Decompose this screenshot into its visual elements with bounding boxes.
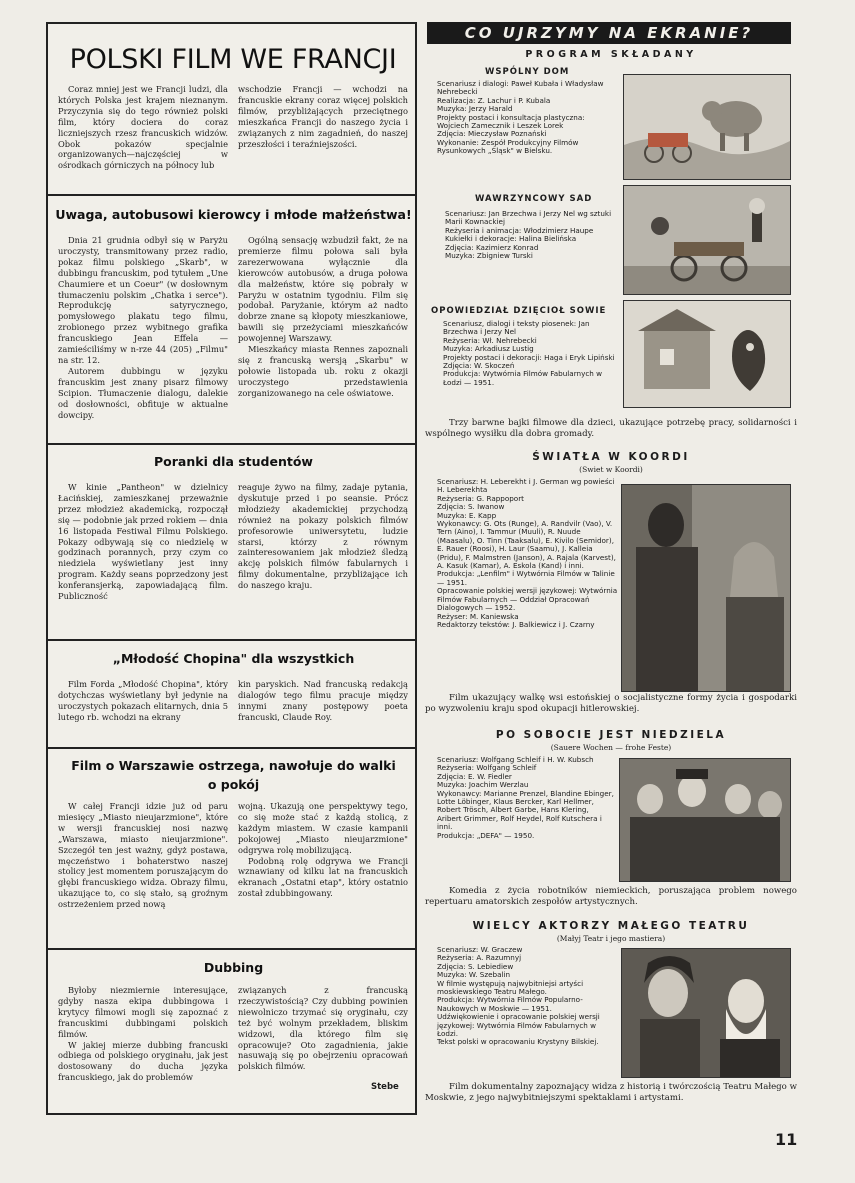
dubbing-column-2: związanych z francuską rzeczywistością? Czy dubbing powinien niewolniczo trzymać się oryginału, czy też być wolnym przekładem, bliskim widzowi, dla którego film się opracowuje? Oto zagadnienia, jakie nasuwają się po obejrzeniu opracowań polskich filmów.: [238, 985, 408, 1072]
students-column-2: reaguje żywo na filmy, zadaje pytania, dyskutuje przed i po seansie. Prócz młodzieży akademickiej przychodzą również na pokazy polskich filmów profesorowie uniwersytetu, ludzie starsi, którzy z równym zainteresowaniem jak młodzież śledzą akcję polskich filmów fabularnych i filmy dokumentalne, przybliżające ich do naszego kraju.: [238, 482, 408, 591]
students-column-1: W kinie „Pantheon" w dzielnicy Łacińskiej, zamieszkanej przeważnie przez młodzież akademicką, rozpoczął się — podobnie jak przed rokiem — dnia 16 listopada Festiwal Filmu Polskiego. Pokazy odbywają się co niedzielę w godzinach porannych, przy czym co niedziela wyświetlany jest inny program. Każdy seans poprzedzony jest konferansjerką, zapowiadającą film. Publiczność: [58, 482, 228, 602]
film-credits: Scenariusz, dialogi i teksty piosenek: Jan Brzechwa i Jerzy Nel Reżyseria: Wł. Nehrebecki Muzyka: Arkadiusz Lustig Projekty postaci i dekoracji: Haga i Eryk Lipiński Zdjęcia: W. Skoczeń Produkcja: Wytwórnia Filmów Fabularnych w Łodzi — 1951.: [443, 319, 615, 387]
chopin-column-2: kin paryskich. Nad francuską redakcją dialogów tego filmu pracuje między innymi znany postępowy poeta francuski, Claude Roy.: [238, 679, 408, 722]
section-banner: CO UJRZYMY NA EKRANIE?: [427, 22, 791, 44]
article-author: Stebe: [371, 1082, 399, 1092]
article-title: POLSKI FILM WE FRANCJI: [69, 44, 397, 75]
film-title: WAWRZYNCOWY SAD: [475, 194, 593, 204]
page-number: 11: [775, 1130, 798, 1149]
film-description: Film dokumentalny zapoznający widza z historią i twórczością Teatru Małego w Moskwie, z jego najwybitniejszymi spektaklami i artystami.: [425, 1082, 797, 1103]
divider: [48, 443, 415, 445]
section-heading-students: Poranki dla studentów: [154, 454, 313, 469]
film-title: OPOWIEDZIAŁ DZIĘCIOŁ SOWIE: [431, 306, 607, 316]
film-title: ŚWIATŁA W KOORDI: [532, 451, 690, 463]
film-title: WIELCY AKTORZY MAŁEGO TEATRU: [472, 920, 750, 932]
film-original-title: (Małyj Teatr i jego mastiera): [556, 934, 666, 943]
cartoon-still-image: [623, 300, 791, 408]
divider: [48, 639, 415, 641]
section-heading-warsaw: Film o Warszawie ostrzega, nawołuje do walki: [71, 758, 396, 773]
film-description: Film ukazujący walkę wsi estońskiej o socjalistyczne formy życia i gospodarki po wyzwoleniu kraju spod okupacji hitlerowskiej.: [425, 693, 797, 714]
film-description: Komedia z życia robotników niemieckich, poruszająca problem nowego repertuaru amatorskich zespołów artystycznych.: [425, 886, 797, 907]
screen-program-column: [425, 22, 797, 1122]
film-credits: Scenariusz: Wolfgang Schleif i H. W. Kubsch Reżyseria: Wolfgang Schleif Zdjęcia: E. W. Fiedler Muzyka: Joachim Werzlau Wykonawcy: Marianne Prenzel, Blandine Ebinger, Lotte Löbinger, Klaus Bercker, Karl Hellmer, Robert Trösch, Albert Garbe, Hans Klering, Aribert Grimmer, Rolf Heydel, Rolf Kutschera i inni. Produkcja: „DEFA" — 1950.: [437, 755, 614, 840]
section-heading-buses: Uwaga, autobusowi kierowcy i młode małżeństwa!: [55, 207, 412, 222]
section-heading-warsaw-line2: o pokój: [207, 777, 260, 792]
film-credits: Scenariusz: Jan Brzechwa i Jerzy Nel wg sztuki Marii Kownackiej Reżyseria i animacja: Włodzimierz Haupe Kukiełki i dekoracje: Halina Bielińska Zdjęcia: Kazimierz Konrad Muzyka: Zbigniew Turski: [445, 209, 612, 261]
puppet-still-image: [623, 185, 791, 295]
film-original-title: (Sauere Wochen — frohe Feste): [550, 743, 672, 752]
film-credits: Scenariusz: H. Leberekht i J. German wg powieści H. Leberekhta Reżyseria: G. Rappoport Zdjęcia: S. Iwanow Muzyka: E. Kapp Wykonawcy: G. Ots (Runge), A. Randvilr (Vao), V. Tern (Aino), I. Tammur (Muuli), R. Nuude (Maasalu), O. Tinn (Taaksalu), E. Kivilo (Semidor), E. Rauer (Roosi), H. Laur (Saamu), J. Kalleia (Pridu), F. Malmstren (Janson), A. Rajala (Karvest), A. Kasuk (Kamar), A. Eskola (Kand) i inni. Produkcja: „Lenfilm" i Wytwórnia Filmów w Talinie — 1951. Opracowanie polskiej wersji językowej: Wytwórnia Filmów Fabularnych — Oddział Opracowań Dialogowych — 1952. Reżyser: M. Kaniewska Redaktorzy tekstów: J. Balkiewicz i J. Czarny: [437, 477, 618, 629]
film-still-image: [621, 948, 791, 1078]
warsaw-column-2: wojną. Ukazują one perspektywy tego, co się może stać z każdą stolicą, z każdym miastem. W czasie kampanii pokojowej „Miasto nieujarzmione" odgrywa rolę mobilizującą. Podobną rolę odgrywa we Francji wznawiany od kilku lat na francuskich ekranach „Ostatni etap", który ostatnio został zdubbingowany.: [238, 801, 408, 899]
film-credits: Scenariusz i dialogi: Paweł Kubała i Władysław Nehrebecki Realizacja: Z. Lachur i P. Kubala Muzyka: Jerzy Harald Projekty postaci i konsultacja plastyczna: Wojciech Zamecznik i Leszek Lorek Zdjęcia: Mieczysław Poznański Wykonanie: Zespół Produkcyjny Filmów Rysunkowych „Śląsk" w Bielsku.: [437, 79, 604, 156]
intro-column-1: Coraz mniej jest we Francji ludzi, dla których Polska jest krajem nieznanym. Przyczynia się do tego również polski film, który dociera do coraz liczniejszych rzesz francuskich widzów. Obok pokazów specjalnie organizowanych—najczęściej w ośrodkach górniczych na północy lub: [58, 84, 228, 171]
film-original-title: (Swiet w Koordi): [579, 465, 643, 474]
divider: [48, 747, 415, 749]
chopin-column-1: Film Forda „Młodość Chopina", który dotychczas wyświetlany był jedynie na uroczystych pokazach elitarnych, dnia 5 lutego rb. wchodzi na ekrany: [58, 679, 228, 722]
buses-column-2: Ogólną sensację wzbudził fakt, że na premierze filmu połowa sali była zarezerwowana wyłącznie dla kierowców autobusów, a druga połowa dla małżeństw, które się pobrały w Paryżu w ostatnim tygodniu. Film się podobał. Paryżanie, którym aż nadto dobrze znane są kłopoty mieszkaniowe, bawili się przeżyciami mieszkańców powojennej Warszawy. Mieszkańcy miasta Rennes zapoznali się z francuską wersją „Skarbu" w połowie listopada ub. roku z okazji uroczystego przedstawienia zorganizowanego na cele oświatowe.: [238, 235, 408, 398]
dubbing-column-1: Byłoby niezmiernie interesujące, gdyby nasza ekipa dubbingowa i krytycy filmowi mogli się zapoznać z francuskimi dubbingami polskich filmów. W jakiej mierze dubbing francuski odbiega od polskiego oryginału, jak jest dostosowany do ducha języka francuskiego, jak do problemów: [58, 985, 228, 1083]
program-description: Trzy barwne bajki filmowe dla dzieci, ukazujące potrzebę pracy, solidarności i wspólnego wysiłku dla dobra gromady.: [425, 418, 797, 439]
program-heading: PROGRAM SKŁADANY: [525, 49, 697, 60]
warsaw-column-1: W całej Francji idzie już od paru miesięcy „Miasto nieujarzmione", które w wersji francuskiej nosi nazwę „Warszawa, miasto nieujarzmione". Szczegół ten jest ważny, gdyż postawa, męczeństwo i bohaterstwo naszej stolicy jest momentem poruszającym do głębi francuskiego widza. Obrazy filmu, ukazujące to, co się stało, są groźnym ostrzeżeniem przed nową: [58, 801, 228, 910]
film-still-image: [619, 758, 791, 882]
film-credits: Scenariusz: W. Graczew Reżyseria: A. Razumnyj Zdjęcia: S. Lebiediew Muzyka: W. Szebalin W filmie występują najwybitniejsi artyści moskiewskiego Teatru Małego. Produkcja: Wytwórnia Filmów Popularno-Naukowych w Moskwie — 1951. Udźwiękowienie i opracowanie polskiej wersji językowej: Wytwórnia Filmów Fabularnych w Łodzi. Tekst polski w opracowaniu Krystyny Bilskiej.: [437, 945, 600, 1047]
article-box: [46, 22, 417, 1115]
cartoon-still-image: [623, 74, 791, 180]
section-heading-chopin: „Młodość Chopina" dla wszystkich: [112, 651, 355, 666]
intro-column-2: wschodzie Francji — wchodzi na francuskie ekrany coraz więcej polskich filmów, przybliżających przeciętnego mieszkańca Francji do naszego życia i związanych z nim zagadnień, do naszej przeszłości i teraźniejszości.: [238, 84, 408, 149]
film-still-image: [621, 484, 791, 692]
section-heading-dubbing: Dubbing: [203, 960, 264, 975]
divider: [48, 194, 415, 196]
film-title: WSPÓLNY DOM: [485, 67, 570, 77]
buses-column-1: Dnia 21 grudnia odbył się w Paryżu uroczysty, transmitowany przez radio, pokaz filmu polskiego „Skarb", w dubbingu francuskim, pod tytułem „Une Chaumiere et un Coeur" (w dosłownym tłumaczeniu polskim „Chatka i serce"). Reprodukcję satyrycznego, pomysłowego plakatu tego filmu, zrobionego przez wybitnego grafika francuskiego Jean Effela — zamieściliśmy w n-rze 44 (205) „Filmu" na str. 12. Autorem dubbingu w języku francuskim jest znany pisarz filmowy Scipion. Tłumaczenie dialogu, dalekie od dosłowności, obfituje w aktualne dowcipy.: [58, 235, 228, 420]
film-title: PO SOBOCIE JEST NIEDZIELA: [495, 729, 727, 741]
divider: [48, 948, 415, 950]
